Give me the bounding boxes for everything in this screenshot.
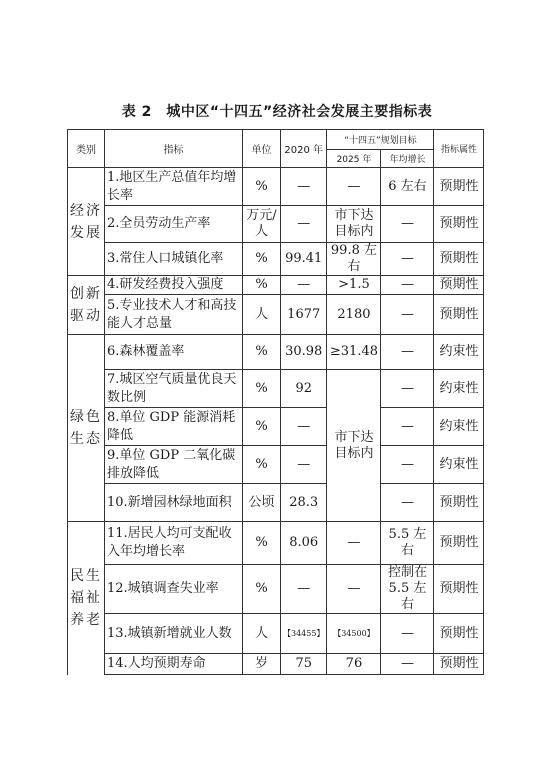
value-2020: 1677	[281, 295, 327, 335]
indicator-name: 10.新增园林绿地面积	[105, 484, 243, 522]
table-row	[68, 565, 484, 614]
table-row	[68, 243, 484, 276]
value-attribute: 预期性	[434, 522, 484, 565]
value-attribute: 预期性	[434, 484, 484, 522]
value-2020: 28.3	[281, 484, 327, 522]
unit-cell: 公顷	[243, 484, 281, 522]
header-target-group: “十四五”规划目标	[327, 130, 434, 150]
value-attribute: 约束性	[434, 370, 484, 408]
value-attribute: 约束性	[434, 408, 484, 446]
header-attribute: 指标属性	[434, 130, 484, 168]
value-2020: 99.41	[281, 243, 327, 276]
value-2025: 76	[327, 654, 381, 675]
value-growth: —	[381, 614, 434, 654]
value-growth: —	[381, 295, 434, 335]
table-row	[68, 408, 484, 446]
value-growth: —	[381, 276, 434, 295]
value-attribute: 预期性	[434, 295, 484, 335]
category-welfare: 民生福祉养老	[68, 522, 105, 675]
header-indicator: 指标	[105, 130, 243, 168]
indicator-name: 7.城区空气质量优良天数比例	[105, 370, 243, 408]
unit-cell: %	[243, 168, 281, 206]
value-attribute: 预期性	[434, 206, 484, 243]
value-growth: —	[381, 408, 434, 446]
value-2025: >1.5	[327, 276, 381, 295]
unit-cell: 万元/人	[243, 206, 281, 243]
table-row	[68, 446, 484, 484]
value-2020: —	[281, 168, 327, 206]
value-2020: —	[281, 276, 327, 295]
unit-cell: 岁	[243, 654, 281, 675]
indicator-name: 12.城镇调查失业率	[105, 565, 243, 614]
indicator-name: 13.城镇新增就业人数	[105, 614, 243, 654]
unit-cell: %	[243, 522, 281, 565]
header-category: 类别	[68, 130, 105, 168]
indicator-name: 8.单位 GDP 能源消耗降低	[105, 408, 243, 446]
value-2020: —	[281, 446, 327, 484]
value-2020: —	[281, 206, 327, 243]
value-attribute: 预期性	[434, 168, 484, 206]
value-2020: 75	[281, 654, 327, 675]
table-row	[68, 522, 484, 565]
header-2020: 2020 年	[281, 130, 327, 168]
indicator-table	[67, 129, 484, 675]
value-growth: 控制在 5.5 左右	[381, 565, 434, 614]
value-2025: —	[327, 522, 381, 565]
unit-cell: %	[243, 408, 281, 446]
unit-cell: 人	[243, 295, 281, 335]
value-2025: 2180	[327, 295, 381, 335]
value-2020: 8.06	[281, 522, 327, 565]
value-growth: 5.5 左右	[381, 522, 434, 565]
header-2025: 2025 年	[327, 150, 381, 168]
value-2025: —	[327, 168, 381, 206]
value-attribute: 约束性	[434, 335, 484, 370]
table-row	[68, 654, 484, 675]
value-growth: —	[381, 243, 434, 276]
category-econ: 经济发展	[68, 168, 105, 276]
table-row	[68, 206, 484, 243]
value-2020: 92	[281, 370, 327, 408]
value-2025: 市下达目标内	[327, 206, 381, 243]
unit-cell: %	[243, 370, 281, 408]
value-2020: 30.98	[281, 335, 327, 370]
table-row	[68, 370, 484, 408]
header-unit: 单位	[243, 130, 281, 168]
category-green: 绿色生态	[68, 335, 105, 522]
unit-cell: 人	[243, 614, 281, 654]
unit-cell: %	[243, 335, 281, 370]
indicator-name: 4.研发经费投入强度	[105, 276, 243, 295]
value-growth: —	[381, 654, 434, 675]
unit-cell: %	[243, 565, 281, 614]
unit-cell: %	[243, 243, 281, 276]
table-row	[68, 335, 484, 370]
value-attribute: 预期性	[434, 614, 484, 654]
value-attribute: 预期性	[434, 243, 484, 276]
value-growth: —	[381, 484, 434, 522]
value-attribute: 约束性	[434, 446, 484, 484]
value-2020: 【34455】	[281, 614, 327, 654]
value-growth: —	[381, 335, 434, 370]
header-row	[68, 130, 484, 150]
indicator-name: 11.居民人均可支配收入年均增长率	[105, 522, 243, 565]
unit-cell: %	[243, 276, 281, 295]
indicator-name: 5.专业技术人才和高技能人才总量	[105, 295, 243, 335]
indicator-name: 2.全员劳动生产率	[105, 206, 243, 243]
table-row	[68, 484, 484, 522]
value-2025: ≥31.48	[327, 335, 381, 370]
table-row	[68, 168, 484, 206]
value-2020: —	[281, 408, 327, 446]
value-growth: 6 左右	[381, 168, 434, 206]
table-row	[68, 614, 484, 654]
value-growth: —	[381, 206, 434, 243]
value-growth: —	[381, 446, 434, 484]
table-row	[68, 295, 484, 335]
table-row	[68, 276, 484, 295]
value-2020: —	[281, 565, 327, 614]
value-2025: —	[327, 565, 381, 614]
value-attribute: 预期性	[434, 565, 484, 614]
indicator-name: 3.常住人口城镇化率	[105, 243, 243, 276]
table-title: 表 2 城中区“十四五”经济社会发展主要指标表	[121, 104, 433, 120]
value-attribute: 预期性	[434, 276, 484, 295]
value-2025-merged: 市下达目标内	[327, 370, 381, 522]
indicator-name: 9.单位 GDP 二氧化碳排放降低	[105, 446, 243, 484]
indicator-name: 14.人均预期寿命	[105, 654, 243, 675]
value-2025: 【34500】	[327, 614, 381, 654]
unit-cell: %	[243, 446, 281, 484]
value-attribute: 预期性	[434, 654, 484, 675]
category-innov: 创新驱动	[68, 276, 105, 335]
value-growth: —	[381, 370, 434, 408]
header-annual-growth: 年均增长	[381, 150, 434, 168]
indicator-name: 6.森林覆盖率	[105, 335, 243, 370]
value-2025: 99.8 左右	[327, 243, 381, 276]
indicator-name: 1.地区生产总值年均增长率	[105, 168, 243, 206]
